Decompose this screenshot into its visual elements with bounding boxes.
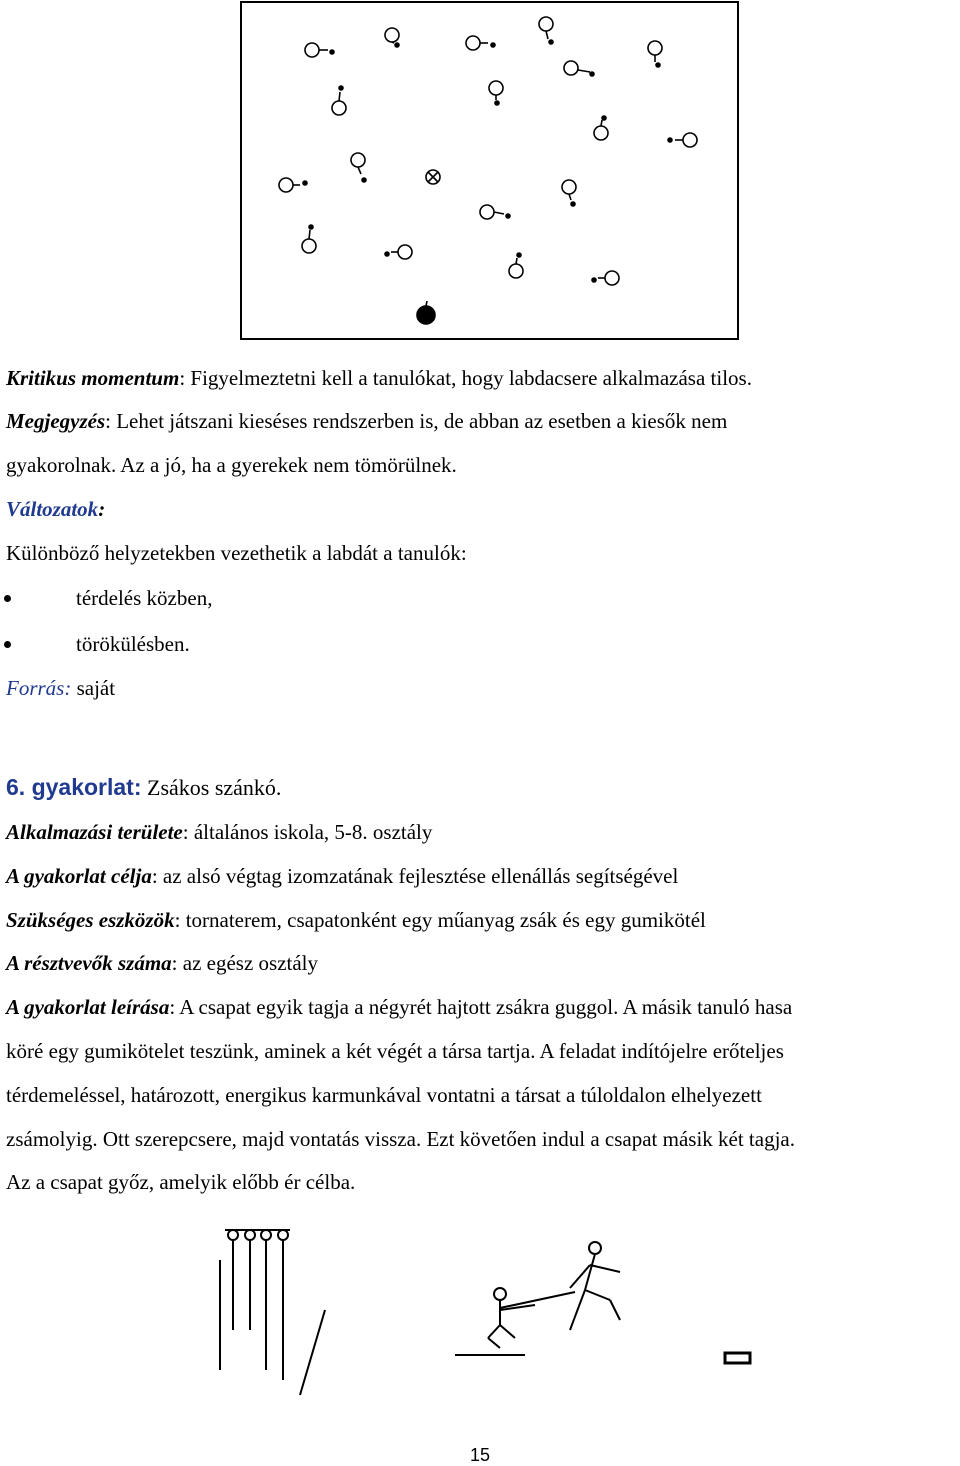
area-line (6, 820, 432, 844)
variants-line (6, 497, 105, 521)
source-line (6, 676, 115, 700)
list-item-text: térdelés közben, (76, 586, 213, 610)
note-label: Megjegyzés (6, 409, 106, 433)
area-text: : általános iskola, 5-8. osztály (182, 820, 433, 844)
desc-line: térdemeléssel, határozott, energikus karmunkával vontatni a társat a túloldalon elhelyezett (6, 1083, 762, 1107)
desc-line: Az a csapat győz, amelyik előbb ér célba. (6, 1170, 356, 1194)
field-diagram (240, 0, 740, 342)
desc-line: köré egy gumikötelet teszünk, aminek a két végét a társa tartja. A feladat indítójelre erőteljes (6, 1039, 784, 1063)
tools-label: Szükséges eszközök (6, 908, 175, 932)
area-label: Alkalmazási területe (6, 820, 183, 844)
source-label: Forrás: (6, 676, 72, 700)
variants-intro: Különböző helyzetekben vezethetik a labdát a tanulók: (6, 541, 467, 565)
participants-label: A résztvevők száma (6, 951, 172, 975)
critical-line (6, 366, 752, 390)
variants-label: Változatok (6, 497, 99, 521)
page-number: 15 (469, 1445, 491, 1465)
running-student-icon (570, 1242, 620, 1330)
team-lineup-icon (220, 1230, 325, 1395)
tools-line (6, 908, 706, 932)
bench-icon (725, 1353, 750, 1363)
critical-label: Kritikus momentum (6, 366, 180, 390)
ball-icon (426, 170, 440, 184)
desc-text: : A csapat egyik tagja a négyrét hajtott zsákra guggol. A másik tanuló hasa (169, 995, 793, 1019)
goal-label: A gyakorlat célja (6, 864, 152, 888)
exercise-drawing (200, 1220, 780, 1410)
note-text: : Lehet játszani kieséses rendszerben is, de abban az esetben a kiesők nem (105, 409, 728, 433)
goal-text: : az alsó végtag izomzatának fejlesztése ellenállás segítségével (151, 864, 679, 888)
critical-text: : Figyelmeztetni kell a tanulókat, hogy labdacsere alkalmazása tilos. (179, 366, 752, 390)
tools-text: : tornaterem, csapatonként egy műanyag zsák és egy gumikötél (174, 908, 706, 932)
list-item-text: törökülésben. (76, 632, 190, 656)
bullet-icon (4, 641, 11, 648)
note-cont: gyakorolnak. Az a jó, ha a gyerekek nem tömörülnek. (6, 453, 457, 477)
goal-line (6, 864, 678, 888)
variants-colon: : (98, 497, 106, 521)
crouching-student-icon (455, 1288, 535, 1355)
desc-line: zsámolyig. Ott szerepcsere, majd vontatás vissza. Ezt követően indul a csapat másik két tagja. (6, 1127, 795, 1151)
bullet-icon (4, 595, 11, 602)
rope-line (500, 1292, 575, 1308)
exercise-number: 6. gyakorlat: (6, 774, 142, 800)
exercise-title: Zsákos szánkó. (141, 775, 282, 800)
desc-label: A gyakorlat leírása (6, 995, 170, 1019)
desc-line (6, 995, 792, 1019)
note-line (6, 409, 727, 433)
participants-line (6, 951, 318, 975)
participants-text: : az egész osztály (171, 951, 319, 975)
exercise-heading (6, 775, 281, 800)
source-text: saját (71, 676, 116, 700)
